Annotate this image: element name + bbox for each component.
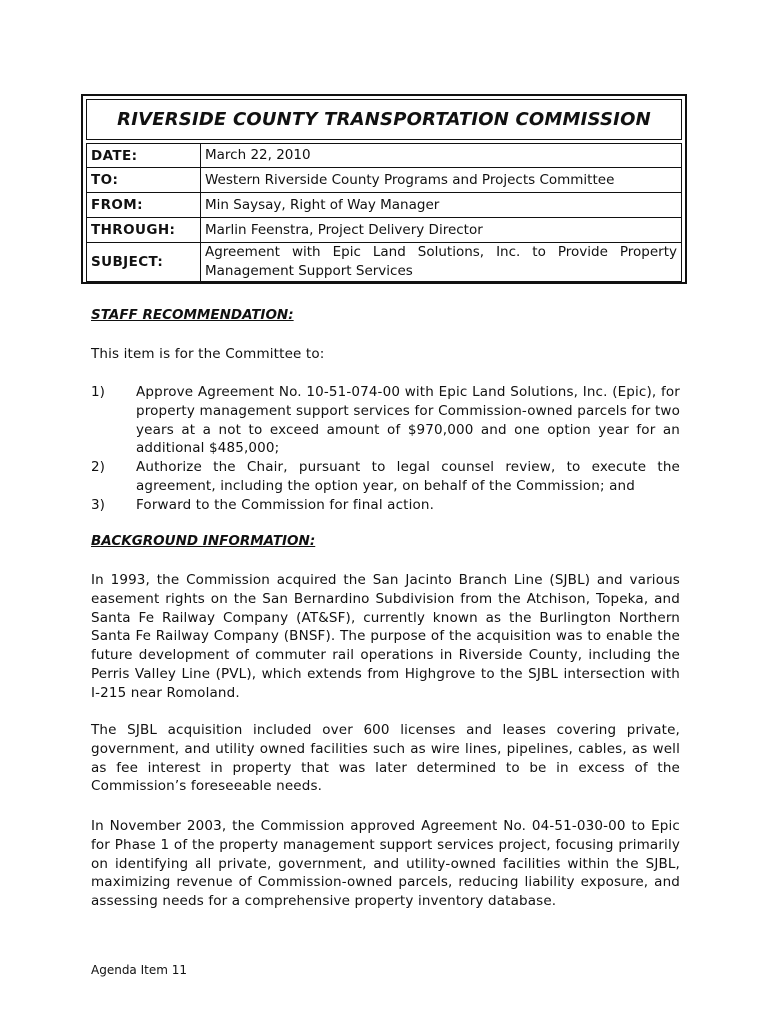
memo-meta-table	[86, 143, 682, 282]
staff-recommendation-heading: STAFF RECOMMENDATION:	[91, 307, 294, 323]
to-label: TO:	[87, 168, 201, 193]
background-paragraph-2: The SJBL acquisition included over 600 licenses and leases covering private, government, and utility owned facilities such as wire lines, pipelines, cables, as well as fee interest in property that was later determined to be in excess of the Commission’s foreseeable needs.	[91, 722, 680, 795]
from-value: Min Saysay, Right of Way Manager	[201, 193, 682, 218]
background-information-heading: BACKGROUND INFORMATION:	[91, 533, 316, 549]
date-label: DATE:	[87, 144, 201, 168]
subject-value: Agreement with Epic Land Solutions, Inc. to Provide Property Management Support Services	[201, 243, 682, 282]
recommendation-list	[91, 383, 680, 515]
meta-row-subject	[87, 243, 682, 282]
to-value: Western Riverside County Programs and Projects Committee	[201, 168, 682, 193]
list-item	[91, 458, 680, 496]
list-item	[91, 383, 680, 458]
list-item-text: Approve Agreement No. 10-51-074-00 with Epic Land Solutions, Inc. (Epic), for property management support services for Commission-owned parcels for two years at a not to exceed amount of $970,000 and one option year for an additional $485,000;	[136, 384, 680, 457]
list-item-text: Authorize the Chair, pursuant to legal counsel review, to execute the agreement, including the option year, on behalf of the Commission; and	[136, 459, 680, 494]
meta-row-through	[87, 218, 682, 243]
list-item-number: 1)	[91, 384, 105, 400]
list-item	[91, 496, 680, 515]
from-label: FROM:	[87, 193, 201, 218]
meta-row-date	[87, 144, 682, 168]
list-item-number: 3)	[91, 496, 105, 513]
through-label: THROUGH:	[87, 218, 201, 243]
background-paragraph-1: In 1993, the Commission acquired the San Jacinto Branch Line (SJBL) and various easement rights on the San Bernardino Subdivision from the Atchison, Topeka, and Santa Fe Railway Company (AT&SF), currently known as the Burlington Northern Santa Fe Railway Company (BNSF). The purpose of the acquisition was to enable the future development of commuter rail operations in Riverside County, including the Perris Valley Line (PVL), which extends from Highgrove to the SJBL intersection with I-215 near Romoland.	[91, 572, 680, 701]
meta-row-from	[87, 193, 682, 218]
meta-row-to	[87, 168, 682, 193]
recommendation-intro: This item is for the Committee to:	[91, 346, 325, 362]
background-paragraph-3: In November 2003, the Commission approved Agreement No. 04-51-030-00 to Epic for Phase 1 of the property management support services project, focusing primarily on identifying all private, government, and utility-owned facilities within the SJBL, maximizing revenue of Commission-owned parcels, reducing liability exposure, and assessing needs for a comprehensive property inventory database.	[91, 818, 680, 910]
list-item-text: Forward to the Commission for final action.	[136, 496, 435, 513]
agenda-item-footer: Agenda Item 11	[91, 963, 187, 977]
date-value: March 22, 2010	[201, 144, 682, 168]
memo-header-box	[81, 94, 687, 284]
memo-title: RIVERSIDE COUNTY TRANSPORTATION COMMISSION	[86, 99, 682, 140]
list-item-number: 2)	[91, 459, 105, 476]
through-value: Marlin Feenstra, Project Delivery Director	[201, 218, 682, 243]
subject-label: SUBJECT:	[87, 243, 201, 282]
